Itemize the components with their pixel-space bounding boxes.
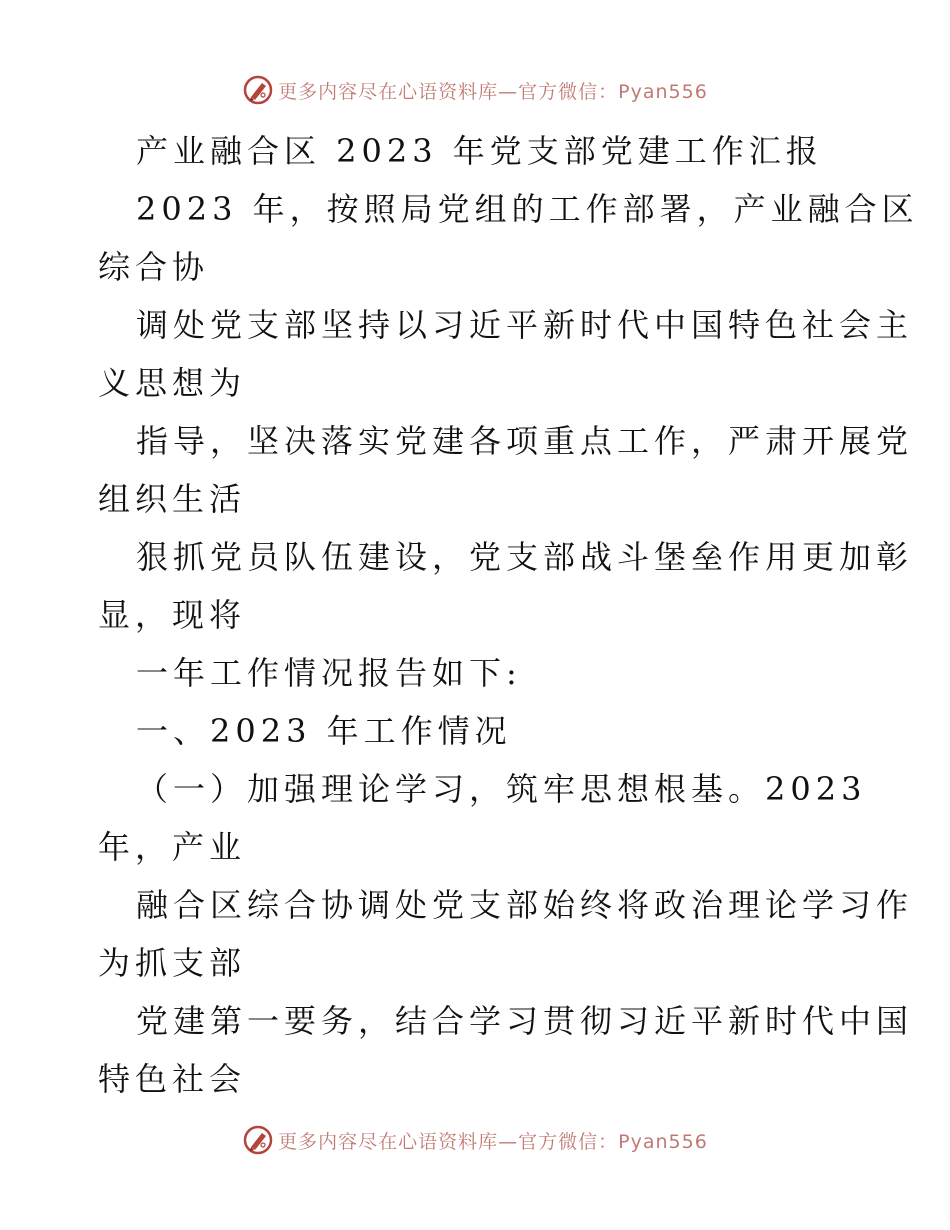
watermark-footer [0,1120,950,1160]
document-body [98,122,919,1108]
section-heading: 一、2023 年工作情况 [136,712,512,750]
paragraph-line: 显，现将 [98,596,247,634]
paragraph-line: 特色社会 [98,1060,247,1098]
watermark-text: 更多内容尽在心语资料库—官方微信：Pyan556 [278,80,708,103]
paragraph-line: 组织生活 [98,480,247,518]
paragraph-line: 年，产业 [98,828,247,866]
subsection-heading: （一）加强理论学习，筑牢思想根基。2023 [136,770,867,808]
paragraph-line: 为抓支部 [98,944,247,982]
watermark-text: 更多内容尽在心语资料库—官方微信：Pyan556 [278,1130,708,1153]
paragraph-line: 调处党支部坚持以习近平新时代中国特色社会主 [136,306,914,344]
paragraph-line: 义思想为 [98,364,247,402]
watermark-header [0,70,950,110]
paragraph-line: 指导，坚决落实党建各项重点工作，严肃开展党 [136,422,914,460]
paragraph-line: 融合区综合协调处党支部始终将政治理论学习作 [136,886,914,924]
paragraph-line: 狠抓党员队伍建设，党支部战斗堡垒作用更加彰 [136,538,914,576]
paragraph-line: 一年工作情况报告如下: [136,654,522,692]
pen-logo-icon [242,74,274,106]
paragraph-line: 综合协 [98,248,210,286]
document-title: 产业融合区 2023 年党支部党建工作汇报 [136,132,823,170]
paragraph-line: 2023 年，按照局党组的工作部署，产业融合区 [136,190,919,228]
paragraph-line: 党建第一要务，结合学习贯彻习近平新时代中国 [136,1002,914,1040]
pen-logo-icon [242,1124,274,1156]
